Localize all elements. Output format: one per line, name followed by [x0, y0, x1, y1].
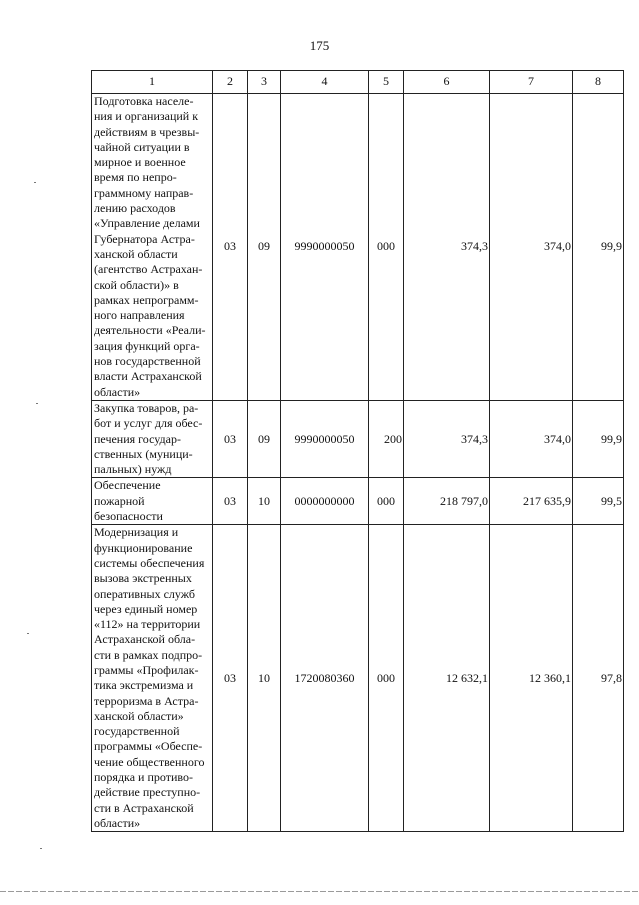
execution-percent-cell: 99,5 — [573, 478, 624, 525]
executed-amount-cell: 12 360,1 — [490, 525, 573, 832]
execution-percent-cell: 99,9 — [573, 400, 624, 477]
column-header: 4 — [281, 71, 369, 94]
planned-amount-cell: 374,3 — [404, 400, 490, 477]
table-header-row — [92, 71, 624, 94]
target-article-cell: 9990000050 — [281, 400, 369, 477]
planned-amount-cell: 374,3 — [404, 94, 490, 401]
subsection-code-cell: 09 — [248, 400, 281, 477]
executed-amount-cell: 374,0 — [490, 94, 573, 401]
subsection-code-cell: 10 — [248, 525, 281, 832]
planned-amount-cell: 12 632,1 — [404, 525, 490, 832]
column-header: 2 — [213, 71, 248, 94]
section-code-cell: 03 — [213, 525, 248, 832]
executed-amount-cell: 374,0 — [490, 400, 573, 477]
column-header: 1 — [92, 71, 213, 94]
subsection-code-cell: 10 — [248, 478, 281, 525]
section-code-cell: 03 — [213, 94, 248, 401]
table-row — [92, 478, 624, 525]
planned-amount-cell: 218 797,0 — [404, 478, 490, 525]
expense-type-cell: 200 — [369, 400, 404, 477]
section-code-cell: 03 — [213, 478, 248, 525]
execution-percent-cell: 99,9 — [573, 94, 624, 401]
column-header: 8 — [573, 71, 624, 94]
target-article-cell: 9990000050 — [281, 94, 369, 401]
scan-speck — [27, 633, 29, 634]
column-header: 3 — [248, 71, 281, 94]
target-article-cell: 1720080360 — [281, 525, 369, 832]
column-header: 5 — [369, 71, 404, 94]
scan-speck — [40, 848, 42, 849]
table-row — [92, 94, 624, 401]
table-row — [92, 525, 624, 832]
page-number: 175 — [309, 38, 330, 53]
column-header: 6 — [404, 71, 490, 94]
scan-speck — [34, 182, 36, 183]
expense-type-cell: 000 — [369, 94, 404, 401]
scan-edge-line — [0, 891, 639, 892]
target-article-cell: 0000000000 — [281, 478, 369, 525]
scan-speck — [36, 403, 38, 404]
column-header: 7 — [490, 71, 573, 94]
expense-name-cell: Модернизация и функционирование системы обеспечения вызова экстренных оперативных служб через единый номер «112» на территории Астраханской обла- сти в рамках подпро- граммы «Профилак- тика экстремизма и терроризма в Астра- ханской области» государственной программы «Обеспе- чение общественного порядка и противо- действие преступно- сти в Астраханской области» — [92, 525, 213, 832]
expense-name-cell: Закупка товаров, ра- бот и услуг для обес- печения государ- ственных (муници- пальных) нужд — [92, 400, 213, 477]
expense-type-cell: 000 — [369, 478, 404, 525]
expense-name-cell: Обеспечение пожарной безопасности — [92, 478, 213, 525]
table-row — [92, 400, 624, 477]
budget-table — [91, 70, 624, 832]
subsection-code-cell: 09 — [248, 94, 281, 401]
execution-percent-cell: 97,8 — [573, 525, 624, 832]
expense-type-cell: 000 — [369, 525, 404, 832]
section-code-cell: 03 — [213, 400, 248, 477]
expense-name-cell: Подготовка населе- ния и организаций к действиям в чрезвы- чайной ситуации в мирное и военное время по непро- граммному направ- лению расходов «Управление делами Губернатора Астра- ханской области (агентство Астрахан- ской области)» в рамках непрограмм- ного направления деятельности «Реали- зация функций орга- нов государственной власти Астраханской области» — [92, 94, 213, 401]
executed-amount-cell: 217 635,9 — [490, 478, 573, 525]
